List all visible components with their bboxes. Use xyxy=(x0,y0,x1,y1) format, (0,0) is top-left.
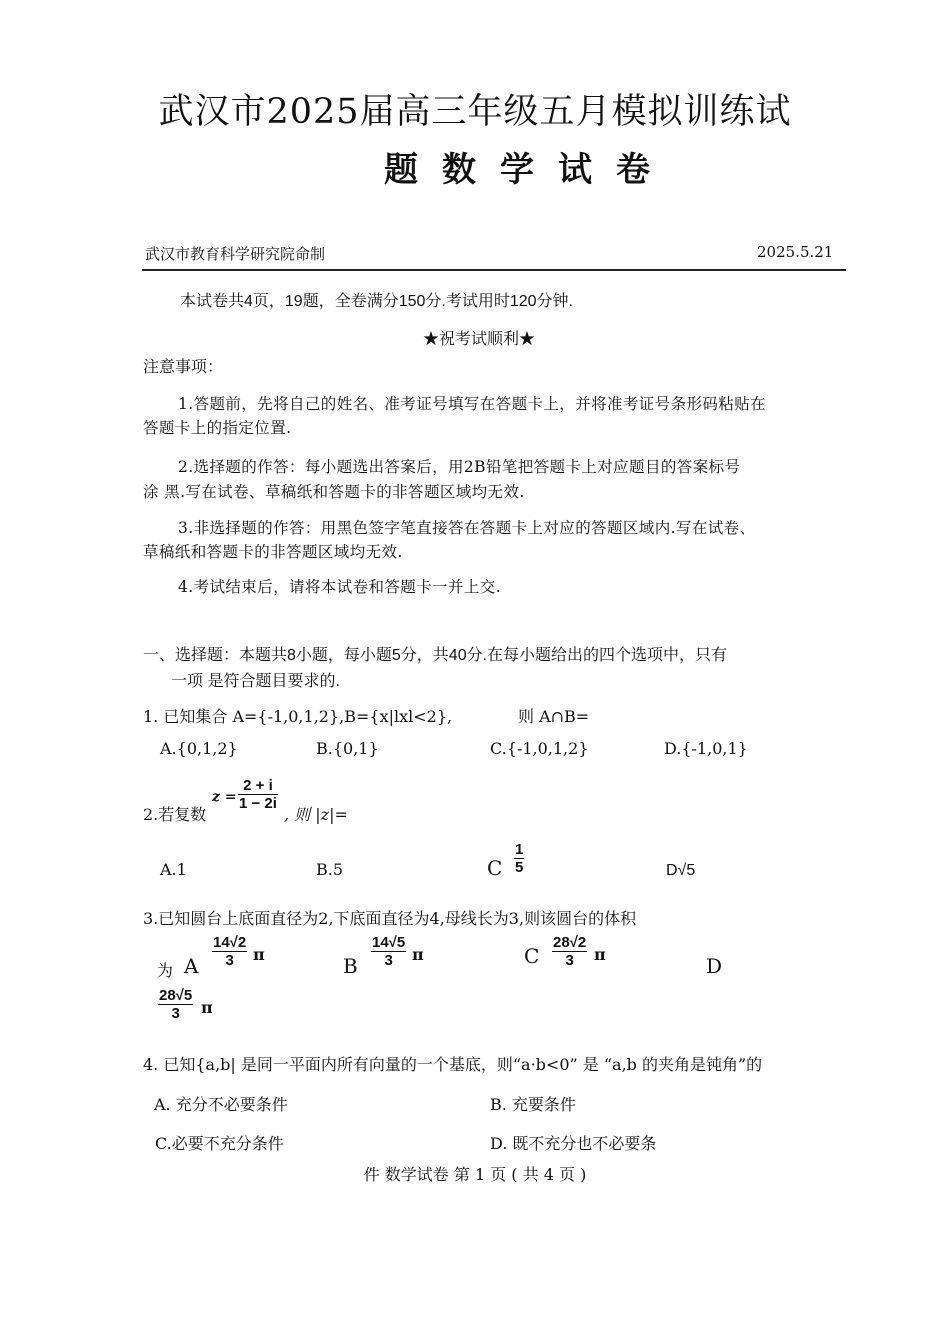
q2-fraction-numerator: 2 + i xyxy=(243,777,273,794)
q3-option-b-label: B xyxy=(343,954,358,978)
q3-option-b-denominator: 3 xyxy=(384,952,393,969)
q3-option-b-numerator: 14√5 xyxy=(372,934,406,951)
q3-option-c-fraction xyxy=(552,934,587,969)
notice-heading: 注意事项： xyxy=(143,359,224,376)
q3-option-a-denominator: 3 xyxy=(225,952,234,969)
exam-date: 2025.5.21 xyxy=(757,243,834,261)
q4-option-d: D. 既不充分也不必要条 xyxy=(490,1134,657,1153)
notice-item-1-line2: 答题卡上的指定位置. xyxy=(143,419,292,437)
notice-item-1-line1: 1.答题前，先将自己的姓名、准考证号填写在答题卡上，并将准考证号条形码粘贴在 xyxy=(178,395,766,413)
q1-option-a: A.{0,1,2} xyxy=(160,739,238,758)
q3-option-b-fraction xyxy=(371,934,406,969)
q3-option-a-fraction xyxy=(212,934,247,969)
q3-stem: 3.已知圆台上底面直径为2,下底面直径为4,母线长为3,则该圆台的体积 xyxy=(143,909,637,928)
q1-stem: 1. 已知集合 A={-1,0,1,2},B={x|lxl<2}, xyxy=(143,707,453,726)
q3-option-d-label: D xyxy=(706,954,723,978)
q3-option-c-denominator: 3 xyxy=(565,952,574,969)
q2-option-b: B.5 xyxy=(316,860,344,879)
notice-item-4: 4.考试结束后，请将本试卷和答题卡一并上交. xyxy=(178,578,502,596)
q3-option-c-numerator: 28√2 xyxy=(553,934,587,951)
q2-option-a: A.1 xyxy=(160,860,187,879)
page-footer: 件 数学试卷 第 1 页 ( 共 4 页 ) xyxy=(363,1165,587,1184)
notice-item-3-line1: 3.非选择题的作答：用黑色签字笔直接答在答题卡上对应的答题区域内.写在试卷、 xyxy=(178,519,756,537)
q2-z-label: z = xyxy=(212,789,237,805)
q3-option-d-numerator: 28√5 xyxy=(159,987,193,1004)
section1-heading-line2: 一项 是符合题目要求的. xyxy=(171,673,340,690)
notice-item-2-line2: 涂 黑.写在试卷、草稿纸和答题卡的非答题区域均无效. xyxy=(143,483,525,501)
good-luck-line: ★祝考试顺利★ xyxy=(423,329,536,348)
q2-option-c-numerator: 1 xyxy=(515,841,524,858)
section1-heading-line1: 一、选择题：本题共8小题，每小题5分，共40分.在每小题给出的四个选项中，只有 xyxy=(143,647,728,664)
header-rule xyxy=(142,269,846,271)
q4-option-a: A. 充分不必要条件 xyxy=(154,1095,288,1114)
q1-stem-tail: 则 A∩B= xyxy=(518,707,590,726)
issuer: 武汉市教育科学研究院命制 xyxy=(145,245,326,263)
q2-fraction xyxy=(238,777,278,812)
q3-option-b-pi: π xyxy=(412,945,424,964)
q4-option-b: B. 充要条件 xyxy=(490,1095,576,1114)
q2-fraction-denominator: 1 − 2i xyxy=(239,795,277,812)
q3-option-d-denominator: 3 xyxy=(171,1005,180,1022)
q2-option-d: D√5 xyxy=(666,862,696,879)
q2-option-c-denominator: 5 xyxy=(515,859,524,876)
q1-option-b: B.{0,1} xyxy=(316,739,379,758)
q3-option-d-pi: π xyxy=(201,998,213,1017)
q3-option-c-pi: π xyxy=(594,945,606,964)
q3-option-a-pi: π xyxy=(253,945,265,964)
q3-lead: 为 xyxy=(157,961,174,980)
q4-option-c: C.必要不充分条件 xyxy=(155,1134,284,1153)
q3-option-d-fraction xyxy=(158,987,193,1022)
q2-stem: 2.若复数 xyxy=(143,805,207,824)
q2-option-c-letter: C xyxy=(487,856,503,880)
notice-item-3-line2: 草稿纸和答题卡的非答题区域均无效. xyxy=(143,543,403,561)
q4-stem: 4. 已知{a,b| 是同一平面内所有向量的一个基底，则“a·b<0” 是 “a,b 的夹角是钝角”的 xyxy=(143,1055,763,1074)
exam-title-line1: 武汉市2025届高三年级五月模拟训练试 xyxy=(158,92,792,132)
q3-option-a-label: A xyxy=(184,954,199,978)
q1-option-c: C.{-1,0,1,2} xyxy=(490,739,589,758)
exam-title-line2: 题数学试卷 xyxy=(384,150,674,190)
q2-option-c-fraction xyxy=(514,841,524,876)
notice-item-2-line1: 2.选择题的作答：每小题选出答案后，用2B铅笔把答题卡上对应题目的答案标号 xyxy=(178,458,741,476)
q3-option-a-numerator: 14√2 xyxy=(213,934,247,951)
q1-option-d: D.{-1,0,1} xyxy=(664,739,748,758)
q2-stem-tail: , 则 |z|= xyxy=(284,805,348,824)
exam-intro: 本试卷共4页，19题，全卷满分150分.考试用时120分钟. xyxy=(180,293,573,310)
q3-option-c-label: C xyxy=(524,944,540,968)
